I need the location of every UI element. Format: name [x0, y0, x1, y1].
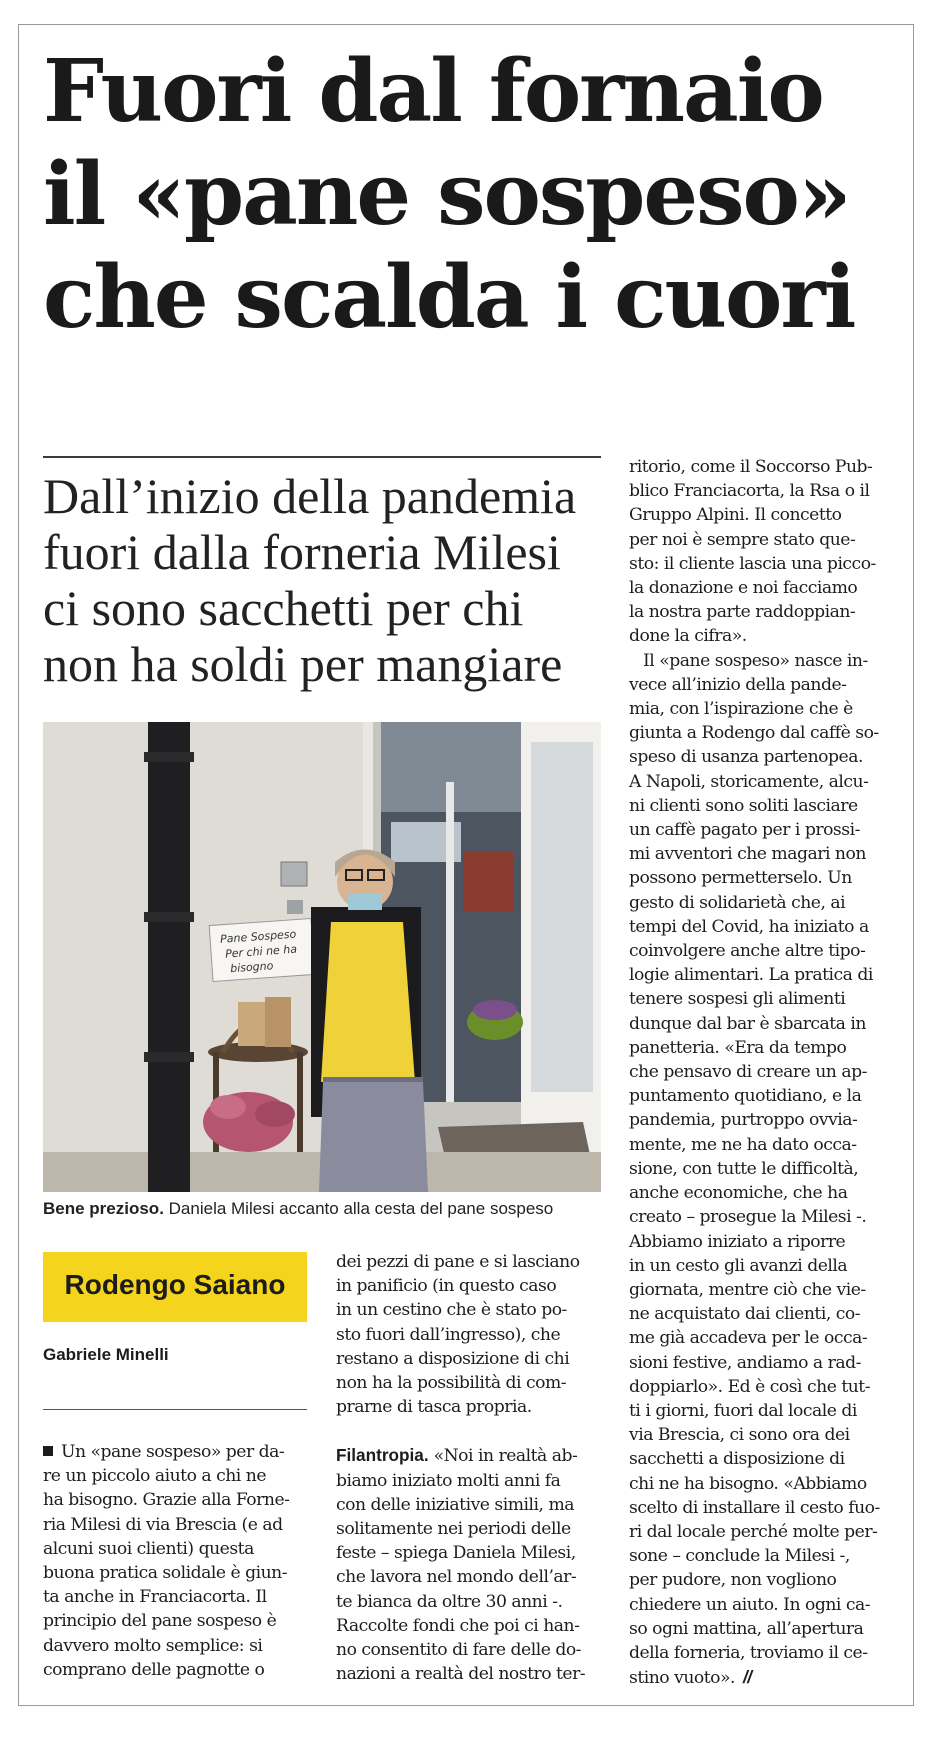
subheadline-line: non ha soldi per mangiare — [43, 636, 563, 692]
text-line — [336, 1443, 603, 1468]
text-line: alcuni suoi clienti) questa — [43, 1538, 254, 1559]
text-line: so ogni mattina, all’apertura — [629, 1618, 864, 1639]
text-line: un caffè pagato per i prossi- — [629, 820, 860, 841]
text-line: la donazione e noi facciamo — [629, 578, 858, 599]
text-line: nazioni a realtà del nostro ter- — [336, 1664, 586, 1685]
text-line: dunque dal bar è sbarcata in — [629, 1013, 866, 1034]
sign-text: Pane Sospeso — [219, 927, 297, 946]
sign-text: Per chi ne ha — [224, 942, 298, 961]
text-line: gesto di solidarietà che, ai — [629, 892, 846, 913]
text-line: in un cestino che è stato po- — [336, 1300, 567, 1321]
text-line: creato – prosegue la Milesi -. — [629, 1207, 867, 1228]
article-photo — [43, 722, 601, 1192]
text-line: possono permetterselo. Un — [629, 868, 852, 889]
subheadline-line: ci sono sacchetti per chi — [43, 580, 524, 636]
text-line: ti i giorni, fuori dal locale di — [629, 1400, 857, 1421]
text-line: sto fuori dall’ingresso), che — [336, 1324, 561, 1345]
text-line — [43, 1440, 309, 1464]
subheadline-line: fuori dalla forneria Milesi — [43, 524, 561, 580]
text-line-content: stino vuoto». — [629, 1668, 735, 1689]
caption-text: Daniela Milesi accanto alla cesta del pane sospeso — [163, 1199, 554, 1218]
headline-line: Fuori dal fornaio — [43, 41, 823, 142]
article-column-1 — [43, 1440, 309, 1682]
text-line: in un cesto gli avanzi della — [629, 1255, 848, 1276]
text-line: ri dal locale perché molte per- — [629, 1521, 878, 1542]
text-line: restano a disposizione di chi — [336, 1348, 570, 1369]
bullet-square-icon — [43, 1446, 53, 1456]
text-line: solitamente nei periodi delle — [336, 1519, 571, 1540]
text-line: con delle iniziative simili, ma — [336, 1494, 574, 1515]
text-line: no consentito di fare delle do- — [336, 1640, 581, 1661]
text-line: biamo iniziato molti anni fa — [336, 1470, 561, 1491]
text-line: sioni festive, andiamo a rad- — [629, 1352, 861, 1373]
text-line: della forneria, troviamo il ce- — [629, 1642, 868, 1663]
caption-lead: Bene prezioso. — [43, 1199, 164, 1218]
section-lead: Filantropia. — [336, 1445, 429, 1466]
text-line: ni clienti sono soliti lasciare — [629, 795, 858, 816]
text-line: via Brescia, ci sono ora dei — [629, 1425, 850, 1446]
text-line: ria Milesi di via Brescia (e ad — [43, 1514, 283, 1535]
text-line: scelto di installare il cesto fuo- — [629, 1497, 880, 1518]
text-line: in panificio (in questo caso — [336, 1276, 557, 1297]
text-line: sto: il cliente lascia una picco- — [629, 553, 876, 574]
text-line: done la cifra». — [629, 626, 747, 647]
text-line: blico Franciacorta, la Rsa o il — [629, 481, 870, 502]
text-line: mia, con l’ispirazione che è — [629, 699, 853, 720]
text-line: sacchetti a disposizione di — [629, 1449, 845, 1470]
text-line: prarne di tasca propria. — [336, 1397, 532, 1418]
text-line: anche economiche, che ha — [629, 1183, 848, 1204]
text-line: che pensavo di creare un ap- — [629, 1062, 867, 1083]
text-line: A Napoli, storicamente, alcu- — [629, 771, 869, 792]
headline-line: che scalda i cuori — [43, 247, 855, 348]
text-line: Raccolte fondi che poi ci han- — [336, 1615, 580, 1636]
text-line: chiedere un aiuto. In ogni ca- — [629, 1594, 871, 1615]
text-line: non ha la possibilità di com- — [336, 1373, 567, 1394]
text-line: speso di usanza partenopea. — [629, 747, 863, 768]
text-line: doppiarlo». Ed è così che tut- — [629, 1376, 871, 1397]
article-column-3 — [629, 455, 894, 1690]
text-line: me già accadeva per le occa- — [629, 1328, 868, 1349]
text-line: ritorio, come il Soccorso Pub- — [629, 457, 873, 477]
text-line: feste – spiega Daniela Milesi, — [336, 1543, 576, 1564]
text-line: tenere sospesi gli alimenti — [629, 989, 846, 1010]
text-line: mi avventori che magari non — [629, 844, 866, 865]
text-line: mente, me ne ha dato occa- — [629, 1134, 857, 1155]
column-rule — [43, 1409, 307, 1410]
text-line: ne acquistato dai clienti, co- — [629, 1304, 861, 1325]
text-line: principio del pane sospeso è — [43, 1611, 277, 1632]
location-label: Rodengo Saiano — [64, 1269, 286, 1300]
text-line: buona pratica solidale è giun- — [43, 1563, 288, 1584]
subheadline-line: Dall’inizio della pandemia — [43, 468, 577, 524]
paragraph-gap — [336, 1419, 603, 1443]
text-line: davvero molto semplice: si — [43, 1635, 263, 1656]
text-line: coinvolgere anche altre tipo- — [629, 941, 866, 962]
headline — [43, 40, 893, 349]
text-line: per pudore, non vogliono — [629, 1570, 837, 1591]
text-line-content: Un «pane sospeso» per da- — [61, 1442, 285, 1462]
text-line: sione, con tutte le difficoltà, — [629, 1158, 859, 1179]
text-line: ta anche in Franciacorta. Il — [43, 1587, 267, 1608]
author-byline: Gabriele Minelli — [43, 1345, 169, 1364]
text-line: che lavora nel mondo dell’ar- — [336, 1567, 577, 1588]
text-line: vece all’inizio della pande- — [629, 674, 847, 695]
text-line: la nostra parte raddoppian- — [629, 602, 856, 623]
sign-text: bisogno — [229, 959, 274, 976]
text-line: per noi è sempre stato que- — [629, 529, 856, 550]
headline-line: il «pane sospeso» — [43, 144, 850, 245]
text-line: dei pezzi di pane e si lasciano — [336, 1252, 580, 1272]
text-line: sone – conclude la Milesi -, — [629, 1546, 850, 1567]
text-line: tempi del Covid, ha iniziato a — [629, 916, 869, 937]
location-box — [43, 1252, 307, 1322]
text-line: pandemia, purtroppo ovvia- — [629, 1110, 858, 1131]
text-line: Il «pane sospeso» nasce in- — [643, 650, 868, 671]
text-line: chi ne ha bisogno. «Abbiamo — [629, 1473, 867, 1494]
text-line: giornata, mentre ciò che vie- — [629, 1279, 866, 1300]
text-line: ha bisogno. Grazie alla Forne- — [43, 1490, 290, 1511]
text-line — [629, 1665, 894, 1690]
text-line: logie alimentari. La pratica di — [629, 965, 873, 986]
text-line: giunta a Rodengo dal caffè so- — [629, 723, 879, 744]
divider-rule — [43, 456, 601, 458]
text-line: puntamento quotidiano, e la — [629, 1086, 862, 1107]
text-line: re un piccolo aiuto a chi ne — [43, 1466, 266, 1487]
photo-caption — [43, 1198, 603, 1220]
text-line-content: «Noi in realtà ab- — [428, 1446, 578, 1467]
text-line: comprano delle pagnotte o — [43, 1659, 265, 1680]
text-line: Gruppo Alpini. Il concetto — [629, 505, 842, 526]
article-column-2 — [336, 1250, 603, 1686]
text-line: panetteria. «Era da tempo — [629, 1037, 847, 1058]
text-line: te bianca da oltre 30 anni -. — [336, 1591, 563, 1612]
text-line: Abbiamo iniziato a riporre — [629, 1231, 846, 1252]
subheadline — [43, 468, 623, 692]
end-mark: // — [742, 1667, 752, 1688]
